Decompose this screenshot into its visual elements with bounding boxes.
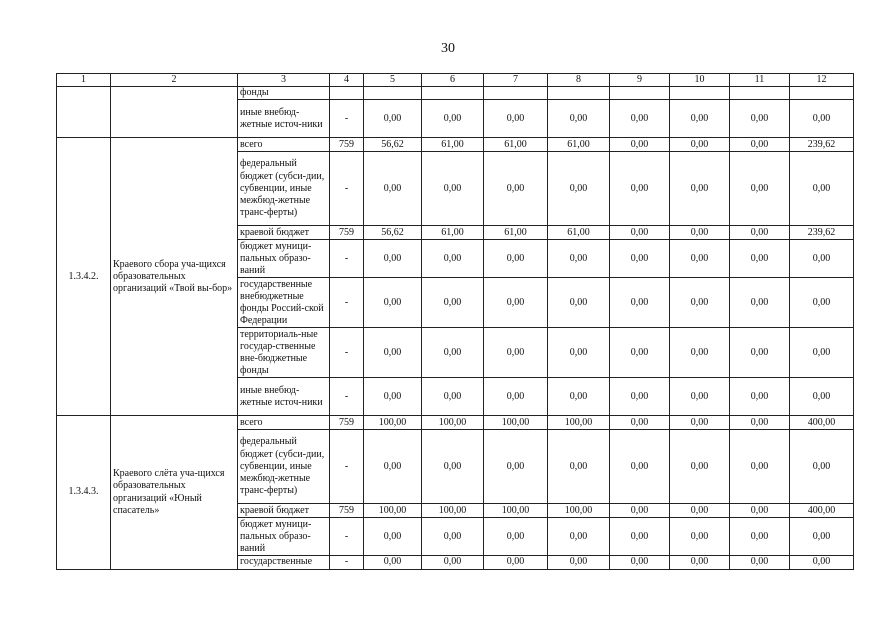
value-cell: 0,00 xyxy=(422,100,484,138)
value-cell: 0,00 xyxy=(670,100,730,138)
value-cell: 0,00 xyxy=(670,518,730,556)
value-cell: 0,00 xyxy=(790,240,854,278)
value-cell: 0,00 xyxy=(730,328,790,378)
value-cell: 239,62 xyxy=(790,138,854,152)
value-cell: 0,00 xyxy=(790,328,854,378)
item-code-cell: 1.3.4.2. xyxy=(57,138,111,416)
value-cell: 0,00 xyxy=(670,240,730,278)
value-cell: 0,00 xyxy=(484,152,548,226)
funding-source-cell: краевой бюджет xyxy=(238,504,330,518)
value-cell: 0,00 xyxy=(610,556,670,569)
value-cell: 56,62 xyxy=(364,138,422,152)
value-cell: 100,00 xyxy=(364,504,422,518)
value-cell: 0,00 xyxy=(548,430,610,504)
value-cell: 0,00 xyxy=(670,430,730,504)
value-cell: - xyxy=(330,378,364,416)
value-cell: 759 xyxy=(330,226,364,240)
column-number: 3 xyxy=(238,74,330,87)
value-cell: 0,00 xyxy=(790,518,854,556)
value-cell: 759 xyxy=(330,138,364,152)
item-code-cell: 1.3.4.3. xyxy=(57,416,111,569)
value-cell xyxy=(330,87,364,100)
funding-source-cell: федеральный бюджет (субси-дии, субвенции, иные межбюд-жетные транс-ферты) xyxy=(238,152,330,226)
value-cell: 100,00 xyxy=(548,504,610,518)
funding-source-cell: территориаль-ные государ-ственные вне-бюджетные фонды xyxy=(238,328,330,378)
budget-table xyxy=(56,73,854,570)
funding-source-cell: иные внебюд-жетные источ-ники xyxy=(238,100,330,138)
table-row xyxy=(57,138,854,152)
value-cell: 0,00 xyxy=(730,416,790,430)
value-cell: 0,00 xyxy=(422,240,484,278)
value-cell: 0,00 xyxy=(422,278,484,328)
value-cell xyxy=(548,87,610,100)
value-cell xyxy=(484,87,548,100)
value-cell: 0,00 xyxy=(484,518,548,556)
value-cell: 0,00 xyxy=(610,430,670,504)
column-number: 10 xyxy=(670,74,730,87)
value-cell: 0,00 xyxy=(548,518,610,556)
value-cell: 0,00 xyxy=(364,100,422,138)
value-cell: - xyxy=(330,100,364,138)
value-cell xyxy=(364,87,422,100)
value-cell: 0,00 xyxy=(484,240,548,278)
value-cell: 0,00 xyxy=(730,226,790,240)
value-cell: 0,00 xyxy=(548,378,610,416)
value-cell: 0,00 xyxy=(484,378,548,416)
value-cell: 0,00 xyxy=(670,504,730,518)
value-cell: 0,00 xyxy=(364,378,422,416)
value-cell: 0,00 xyxy=(422,556,484,569)
funding-source-cell: бюджет муници-пальных образо-ваний xyxy=(238,518,330,556)
column-number: 2 xyxy=(111,74,238,87)
value-cell: 0,00 xyxy=(670,226,730,240)
value-cell: 0,00 xyxy=(364,556,422,569)
value-cell: 100,00 xyxy=(422,504,484,518)
value-cell: 0,00 xyxy=(790,152,854,226)
value-cell: 0,00 xyxy=(610,504,670,518)
value-cell: 0,00 xyxy=(548,278,610,328)
value-cell: 0,00 xyxy=(548,152,610,226)
value-cell: 61,00 xyxy=(422,226,484,240)
funding-source-cell: государственные внебюджетные фонды Россий-ской Федерации xyxy=(238,278,330,328)
value-cell: 0,00 xyxy=(422,518,484,556)
column-number: 1 xyxy=(57,74,111,87)
value-cell: 0,00 xyxy=(730,378,790,416)
value-cell: - xyxy=(330,152,364,226)
value-cell: 0,00 xyxy=(484,278,548,328)
value-cell: 0,00 xyxy=(670,152,730,226)
value-cell: 0,00 xyxy=(670,378,730,416)
value-cell: 0,00 xyxy=(364,240,422,278)
value-cell: 0,00 xyxy=(730,278,790,328)
column-number: 9 xyxy=(610,74,670,87)
funding-source-cell: бюджет муници-пальных образо-ваний xyxy=(238,240,330,278)
value-cell: 239,62 xyxy=(790,226,854,240)
value-cell: 61,00 xyxy=(484,226,548,240)
value-cell xyxy=(730,87,790,100)
value-cell: 61,00 xyxy=(484,138,548,152)
table-row xyxy=(57,87,854,100)
value-cell: 0,00 xyxy=(730,100,790,138)
value-cell: 0,00 xyxy=(670,278,730,328)
value-cell: 0,00 xyxy=(422,328,484,378)
value-cell: 0,00 xyxy=(730,240,790,278)
funding-source-cell: краевой бюджет xyxy=(238,226,330,240)
table-row xyxy=(57,416,854,430)
value-cell: 0,00 xyxy=(548,240,610,278)
value-cell: 61,00 xyxy=(548,138,610,152)
value-cell: 61,00 xyxy=(422,138,484,152)
value-cell xyxy=(422,87,484,100)
column-number: 6 xyxy=(422,74,484,87)
value-cell: 0,00 xyxy=(364,328,422,378)
value-cell: 759 xyxy=(330,416,364,430)
value-cell: 0,00 xyxy=(610,100,670,138)
value-cell: 61,00 xyxy=(548,226,610,240)
value-cell: 56,62 xyxy=(364,226,422,240)
value-cell: 0,00 xyxy=(790,430,854,504)
value-cell: 400,00 xyxy=(790,504,854,518)
value-cell: - xyxy=(330,278,364,328)
value-cell: 0,00 xyxy=(730,430,790,504)
value-cell: 0,00 xyxy=(610,328,670,378)
value-cell: 100,00 xyxy=(422,416,484,430)
value-cell: 0,00 xyxy=(422,378,484,416)
value-cell: 0,00 xyxy=(730,518,790,556)
value-cell: 0,00 xyxy=(610,518,670,556)
page-number: 30 xyxy=(441,41,455,56)
value-cell: 0,00 xyxy=(364,518,422,556)
value-cell: 400,00 xyxy=(790,416,854,430)
value-cell: 0,00 xyxy=(790,556,854,569)
value-cell: 100,00 xyxy=(548,416,610,430)
value-cell: 0,00 xyxy=(790,278,854,328)
value-cell: 759 xyxy=(330,504,364,518)
value-cell: 0,00 xyxy=(730,504,790,518)
column-number: 8 xyxy=(548,74,610,87)
value-cell: - xyxy=(330,328,364,378)
value-cell: 0,00 xyxy=(364,430,422,504)
value-cell: 0,00 xyxy=(422,430,484,504)
value-cell: 0,00 xyxy=(790,100,854,138)
value-cell: - xyxy=(330,430,364,504)
funding-source-cell: иные внебюд-жетные источ-ники xyxy=(238,378,330,416)
item-code-cell xyxy=(57,87,111,138)
value-cell: 0,00 xyxy=(548,556,610,569)
value-cell: 100,00 xyxy=(484,416,548,430)
value-cell: 0,00 xyxy=(422,152,484,226)
value-cell: 0,00 xyxy=(484,328,548,378)
value-cell: 0,00 xyxy=(670,138,730,152)
column-number: 7 xyxy=(484,74,548,87)
value-cell: 0,00 xyxy=(790,378,854,416)
value-cell: 0,00 xyxy=(548,328,610,378)
value-cell: 0,00 xyxy=(548,100,610,138)
value-cell: - xyxy=(330,518,364,556)
value-cell: 0,00 xyxy=(670,556,730,569)
value-cell: 0,00 xyxy=(610,240,670,278)
value-cell: 0,00 xyxy=(484,430,548,504)
value-cell xyxy=(610,87,670,100)
value-cell: 0,00 xyxy=(670,416,730,430)
value-cell: 0,00 xyxy=(484,556,548,569)
value-cell: 0,00 xyxy=(364,152,422,226)
value-cell: 0,00 xyxy=(610,378,670,416)
value-cell: - xyxy=(330,556,364,569)
table-header-row xyxy=(57,74,854,87)
value-cell: 100,00 xyxy=(364,416,422,430)
value-cell: 0,00 xyxy=(484,100,548,138)
value-cell: 0,00 xyxy=(610,416,670,430)
item-name-cell: Краевого слёта уча-щихся образовательных организаций «Юный спасатель» xyxy=(111,416,238,569)
value-cell: 0,00 xyxy=(730,138,790,152)
value-cell: 0,00 xyxy=(364,278,422,328)
funding-source-cell: государственные xyxy=(238,556,330,569)
value-cell: 0,00 xyxy=(730,556,790,569)
item-name-cell xyxy=(111,87,238,138)
value-cell: 100,00 xyxy=(484,504,548,518)
value-cell: 0,00 xyxy=(610,152,670,226)
funding-source-cell: всего xyxy=(238,416,330,430)
value-cell xyxy=(790,87,854,100)
value-cell: 0,00 xyxy=(730,152,790,226)
funding-source-cell: всего xyxy=(238,138,330,152)
column-number: 5 xyxy=(364,74,422,87)
column-number: 4 xyxy=(330,74,364,87)
value-cell xyxy=(670,87,730,100)
value-cell: - xyxy=(330,240,364,278)
value-cell: 0,00 xyxy=(610,278,670,328)
column-number: 12 xyxy=(790,74,854,87)
value-cell: 0,00 xyxy=(610,226,670,240)
funding-source-cell: федеральный бюджет (субси-дии, субвенции, иные межбюд-жетные транс-ферты) xyxy=(238,430,330,504)
funding-source-cell: фонды xyxy=(238,87,330,100)
value-cell: 0,00 xyxy=(670,328,730,378)
value-cell: 0,00 xyxy=(610,138,670,152)
item-name-cell: Краевого сбора уча-щихся образовательных организаций «Твой вы-бор» xyxy=(111,138,238,416)
column-number: 11 xyxy=(730,74,790,87)
